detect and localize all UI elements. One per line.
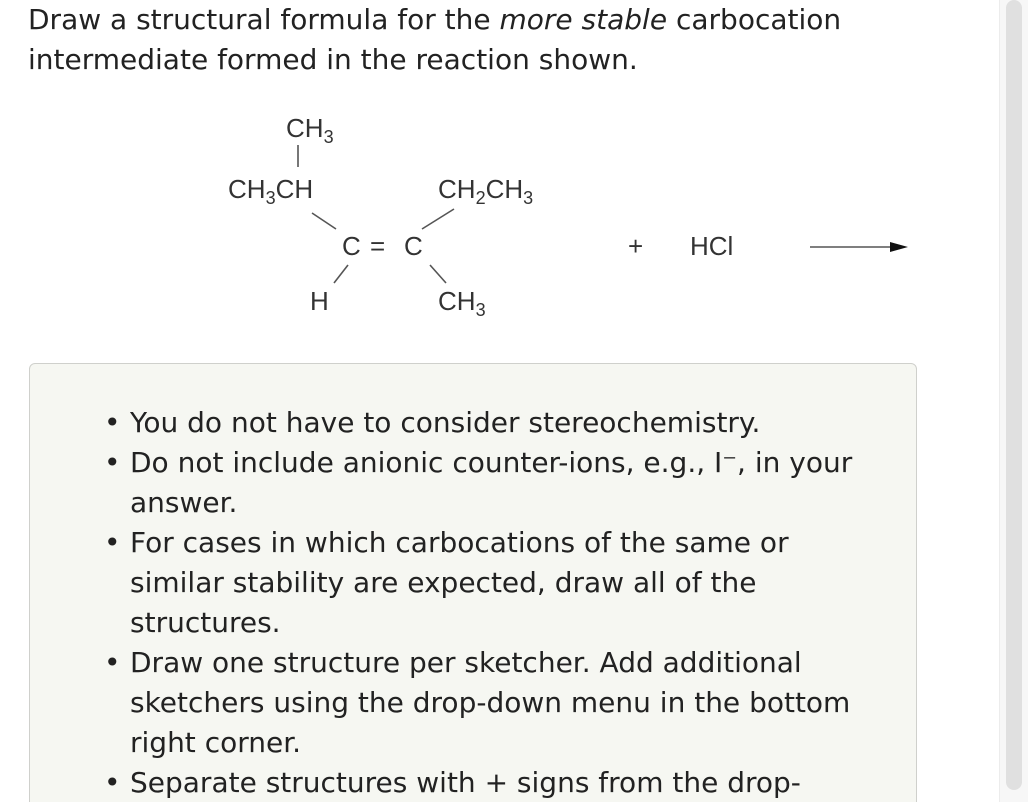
question-suffix: carbocation intermediate formed in the reaction shown. bbox=[28, 3, 842, 76]
scrollbar-thumb[interactable] bbox=[1006, 0, 1022, 790]
right-lower-bond bbox=[430, 265, 446, 283]
bottom-right-methyl-label: $CH_3$ bbox=[438, 286, 486, 320]
hint-item-stereochemistry: • You do not have to consider stereochemistry. bbox=[130, 403, 870, 443]
reagent-label: HCl bbox=[690, 231, 734, 261]
left-lower-bond bbox=[334, 265, 348, 283]
hint-item-separate-structures: • Separate structures with + signs from the drop- bbox=[130, 763, 870, 802]
question-prompt bbox=[28, 0, 958, 80]
right-alkene-carbon-label: C bbox=[404, 231, 423, 261]
hint-list bbox=[130, 403, 870, 802]
question-emphasis: more stable bbox=[499, 3, 668, 36]
hint-item-similar-stability: • For cases in which carbocations of the same or similar stability are expected, draw all of the structures. bbox=[130, 523, 870, 643]
right-top-group-label: $CH_2CH_3$ bbox=[438, 174, 534, 208]
bottom-left-h-label: H bbox=[310, 286, 329, 316]
top-methyl-label: $CH_3$ bbox=[286, 113, 334, 147]
hint-item-one-structure-per-sketcher: • Draw one structure per sketcher. Add additional sketchers using the drop-down menu in the bottom right corner. bbox=[130, 643, 870, 763]
reaction-arrow-icon bbox=[890, 242, 908, 252]
question-prefix: Draw a structural formula for the bbox=[28, 3, 500, 36]
hint-item-counter-ions: • Do not include anionic counter-ions, e.g., I⁻, in your answer. bbox=[130, 443, 870, 523]
right-upper-bond bbox=[422, 209, 454, 229]
left-upper-bond bbox=[312, 213, 336, 229]
reaction-svg bbox=[200, 105, 930, 325]
left-alkene-carbon-label: C bbox=[342, 231, 361, 261]
plus-sign-label: + bbox=[628, 231, 644, 261]
reaction-diagram bbox=[200, 105, 930, 325]
vertical-scrollbar[interactable] bbox=[999, 0, 1028, 802]
double-bond-label: = bbox=[370, 231, 386, 261]
left-group-label: $CH_3CH$ bbox=[228, 174, 314, 208]
